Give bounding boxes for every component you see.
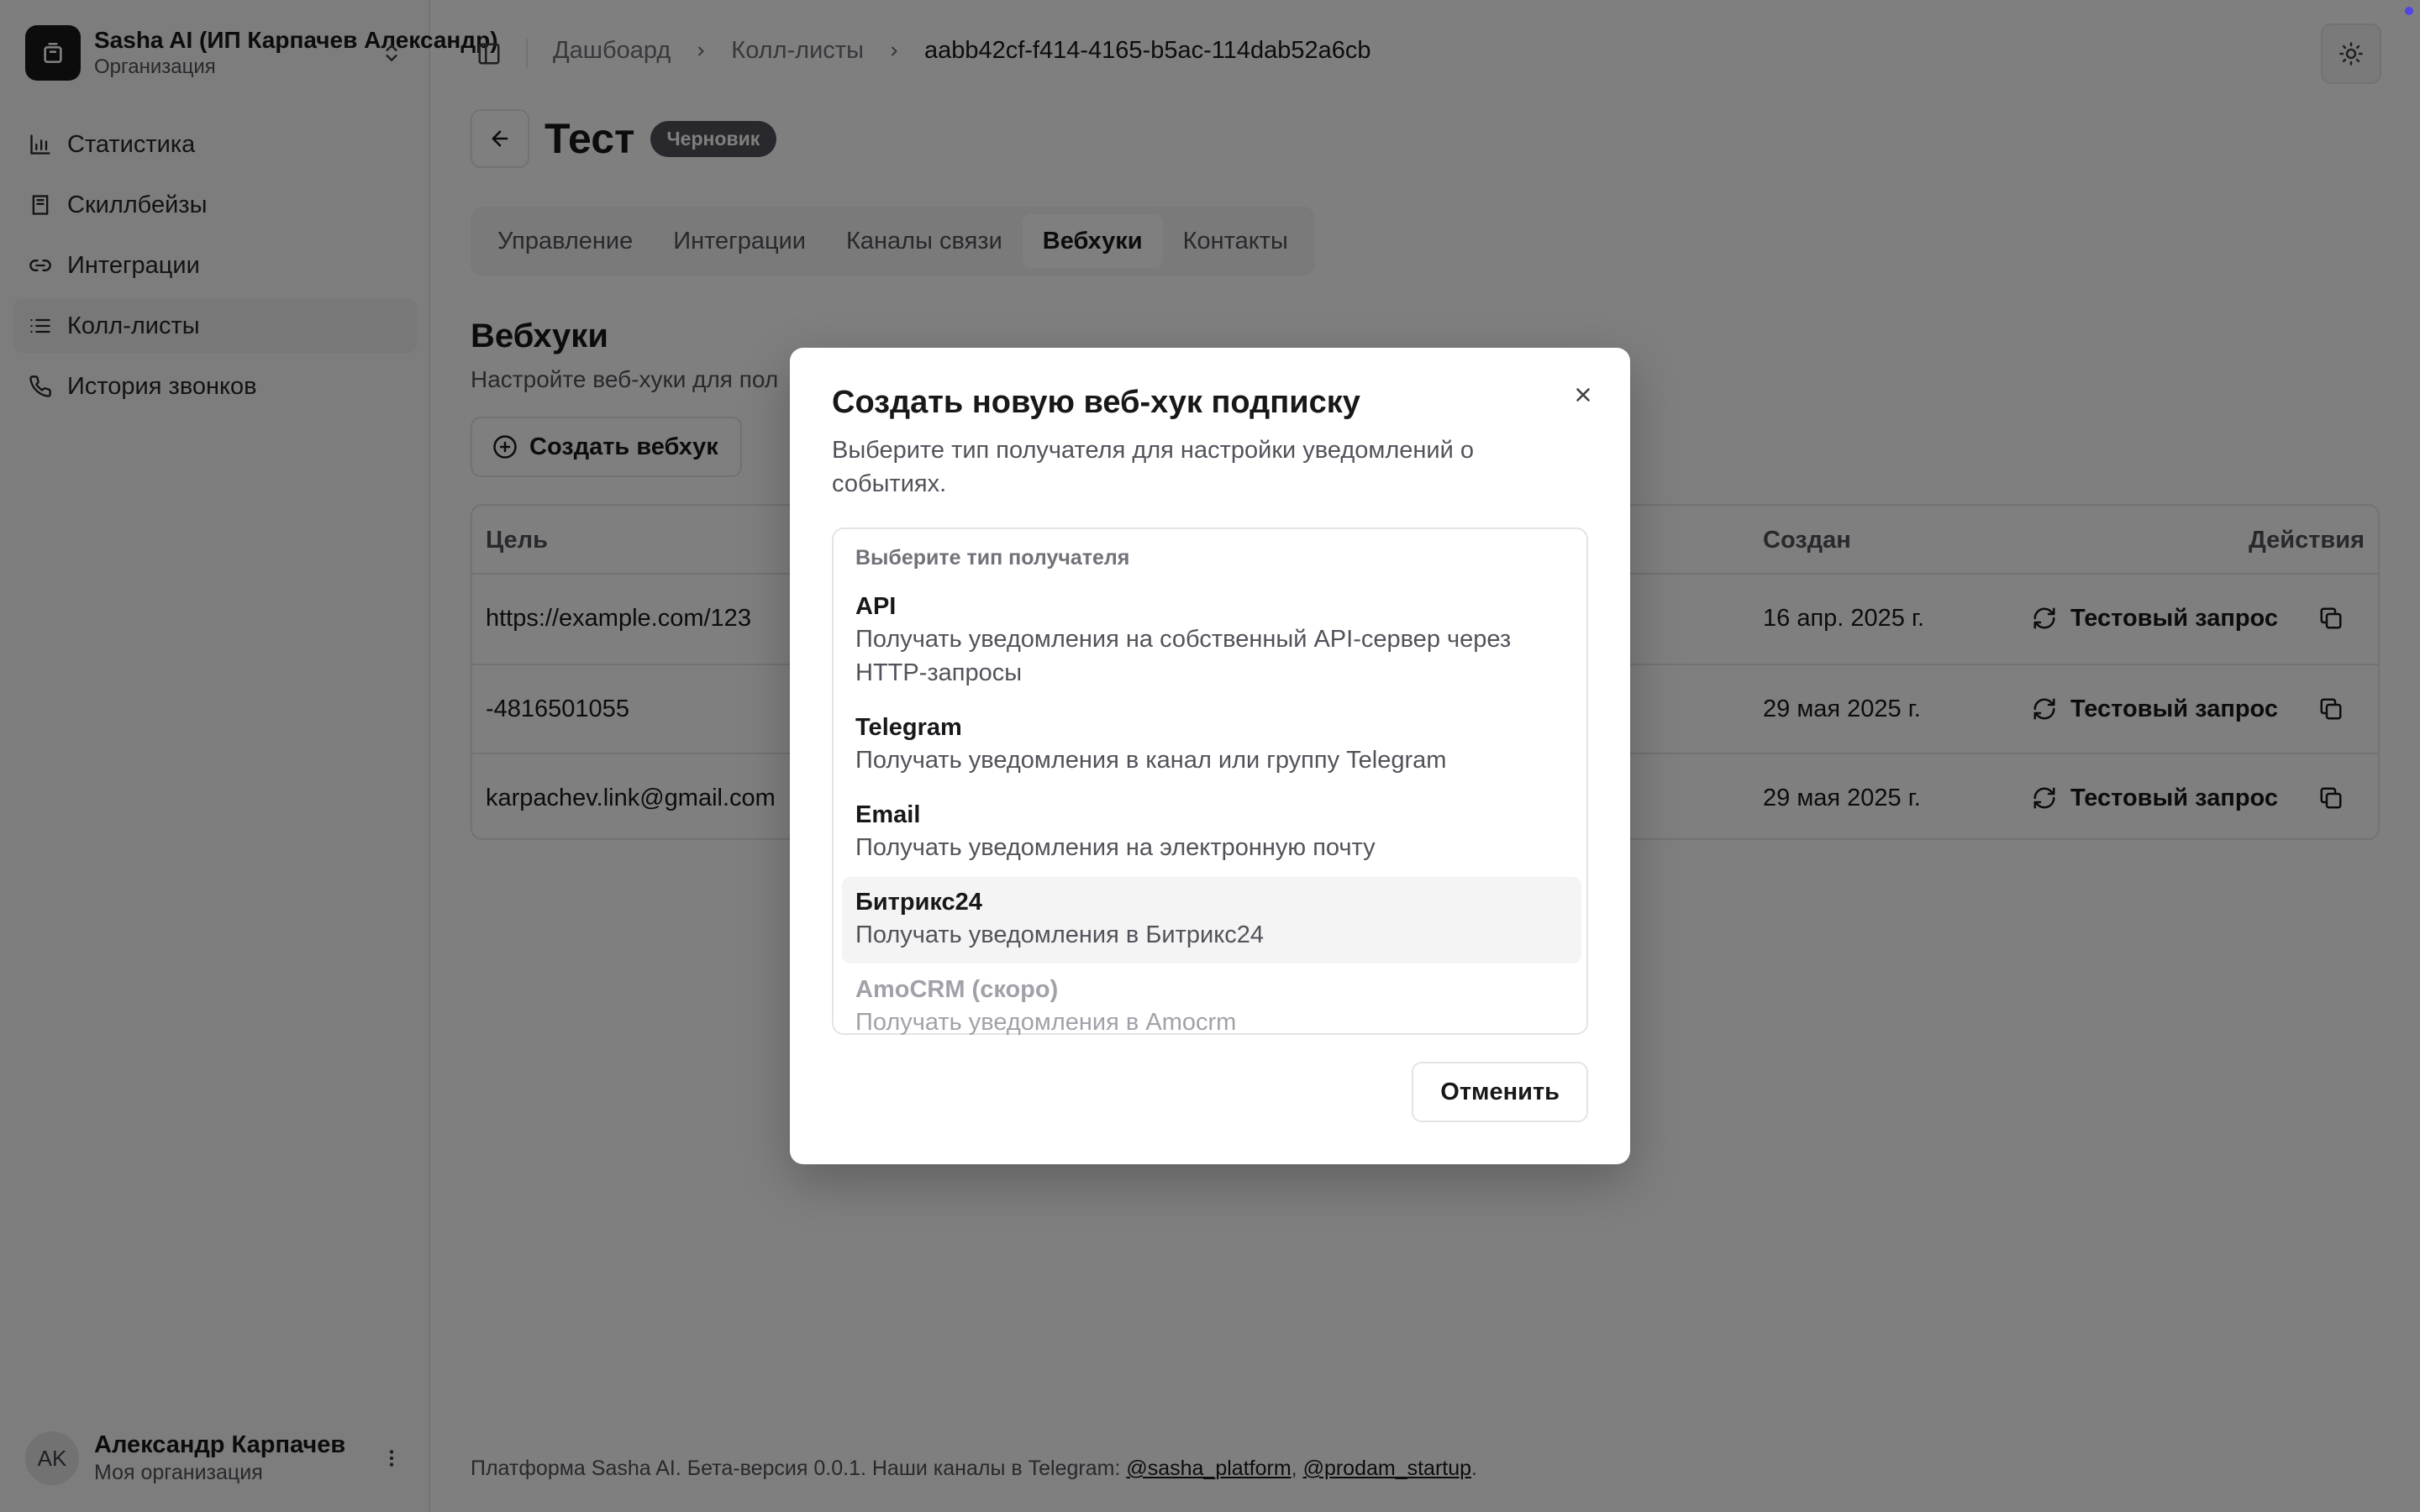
status-dot [2405, 7, 2413, 15]
dialog-description: Выберите тип получателя для настройки уведомлений о событиях. [832, 437, 1474, 497]
option-description: Получать уведомления на электронную почту [855, 834, 1376, 861]
option-amocrm [842, 964, 1581, 1051]
cancel-button[interactable]: Отменить [1412, 1062, 1588, 1122]
option-api[interactable] [842, 581, 1581, 701]
option-title: AmoCRM (скоро) [855, 976, 1059, 1003]
close-icon[interactable] [1566, 378, 1600, 412]
option-description: Получать уведомления на собственный API-сервер через HTTP-запросы [855, 626, 1512, 686]
option-telegram[interactable] [842, 702, 1581, 789]
option-bitrix24[interactable] [842, 877, 1581, 963]
option-description: Получать уведомления в канал или группу Telegram [855, 747, 1447, 774]
option-title: API [855, 593, 897, 620]
option-title: Telegram [855, 714, 962, 741]
dialog-title: Создать новую веб-хук подписку [832, 385, 1360, 420]
option-email[interactable] [842, 790, 1581, 876]
option-description: Получать уведомления в Битрикс24 [855, 921, 1264, 948]
option-description: Получать уведомления в Amocrm [855, 1009, 1237, 1036]
listbox-header: Выберите тип получателя [855, 546, 1130, 570]
option-title: Email [855, 801, 921, 828]
create-webhook-dialog [790, 348, 1630, 1164]
option-title: Битрикс24 [855, 889, 982, 916]
recipient-type-listbox[interactable] [832, 528, 1588, 1035]
